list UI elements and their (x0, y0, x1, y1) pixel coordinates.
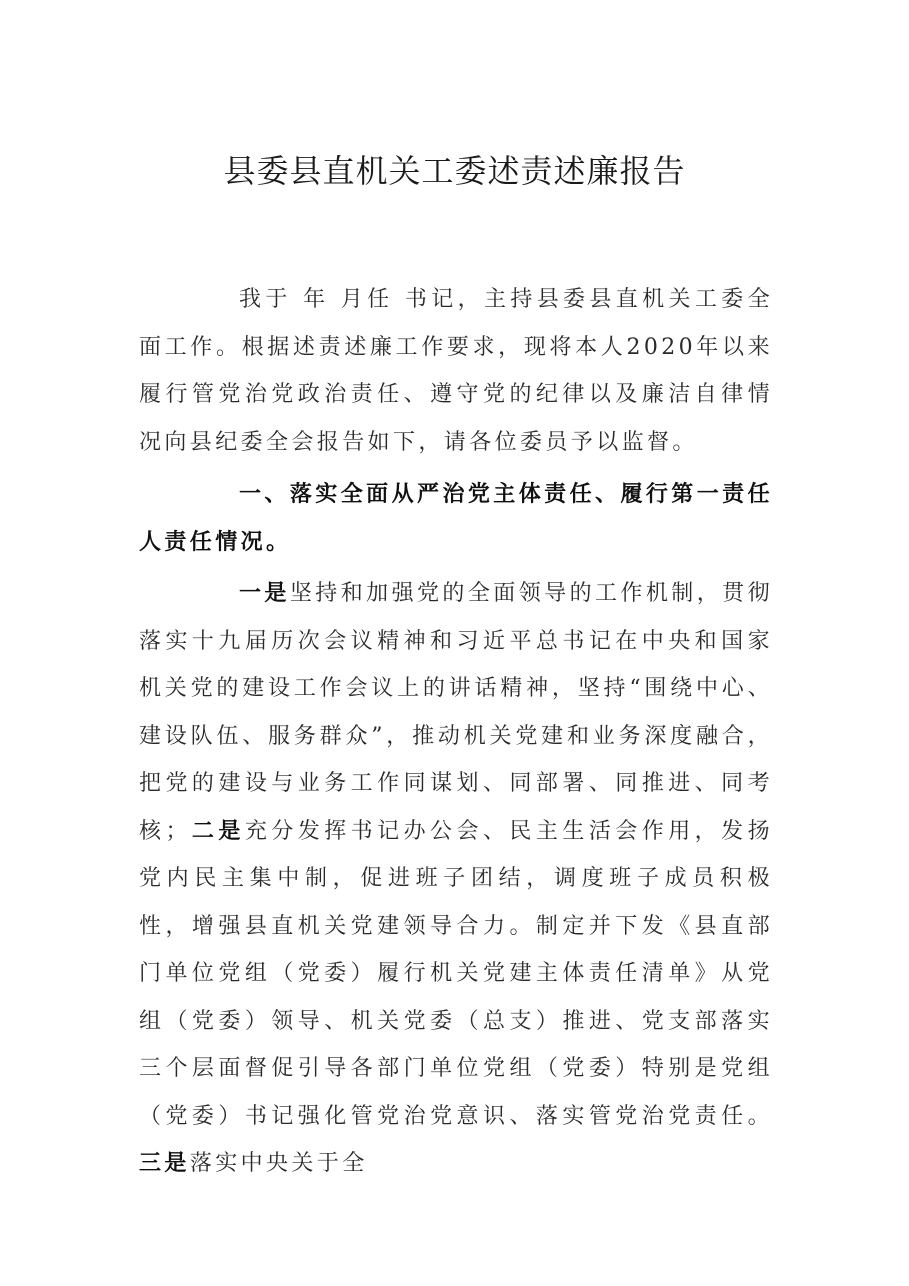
lead-point-3: 三是 (139, 1150, 190, 1176)
point-1-text: 坚持和加强党的全面领导的工作机制，贯彻落实十九届历次会议精神和习近平总书记在中央和国家机关党的建设工作会议上的讲话精神，坚持“围绕中心、建设队伍、服务群众”，推动机关党建和业务深度融合，把党的建设与业务工作同谋划、同部署、同推进、同考核； (139, 581, 773, 844)
document-body (139, 276, 773, 1188)
lead-point-1: 一是 (239, 580, 290, 606)
point-3-text: 落实中央关于全 (189, 1151, 368, 1176)
intro-paragraph: 我于 年 月任 书记，主持县委县直机关工委全面工作。根据述责述廉工作要求，现将本人2020年以来履行管党治党政治责任、遵守党的纪律以及廉洁自律情况向县纪委全会报告如下，请各位委员予以监督。 (139, 287, 773, 455)
section-1-paragraph (139, 570, 773, 1188)
point-2-text: 充分发挥书记办公会、民主生活会作用，发扬党内民主集中制，促进班子团结，调度班子成员积极性，增强县直机关党建领导合力。制定并下发《县直部门单位党组（党委）履行机关党建主体责任清单》从党组（党委）领导、机关党委（总支）推进、党支部落实三个层面督促引导各部门单位党组（党委）特别是党组（党委）书记强化管党治党意识、落实管党治党责任。 (139, 818, 773, 1129)
lead-point-2: 二是 (190, 817, 245, 844)
document-title: 县委县直机关工委述责述廉报告 (223, 152, 686, 190)
section-1-heading: 一、落实全面从严治党主体责任、履行第一责任人责任情况。 (139, 481, 773, 555)
